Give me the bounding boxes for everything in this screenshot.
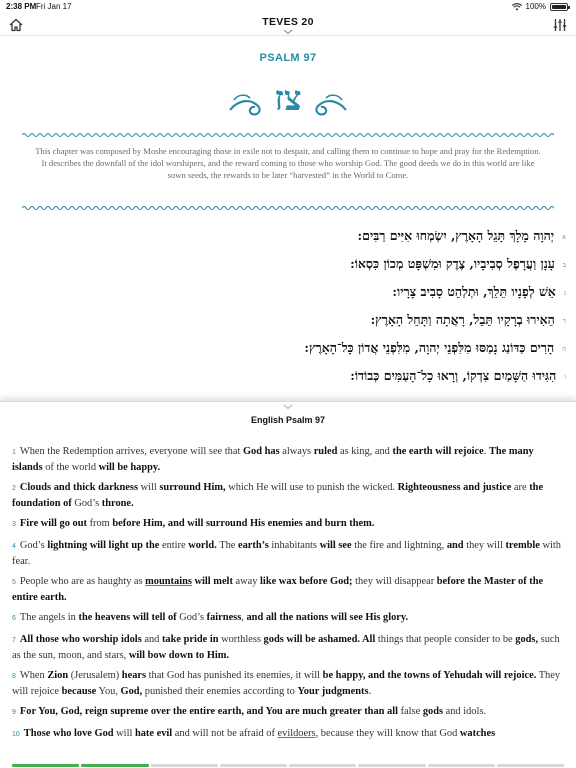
wifi-icon (512, 3, 522, 11)
psalm-header: PSALM 97 (259, 52, 317, 64)
verse-number: 9 (12, 709, 16, 716)
battery-icon (550, 3, 568, 11)
verse-number: ה (562, 344, 566, 353)
english-verse[interactable]: 3 Fire will go out from before Him, and will surround His enemies and burn them. (12, 518, 375, 529)
battery-percent: 100% (525, 2, 546, 11)
reading-progress (0, 764, 576, 768)
verse-number: 8 (12, 673, 16, 680)
wave-divider (22, 132, 554, 138)
page-title[interactable]: TEVES 20 (262, 16, 314, 28)
verse-number: 6 (12, 615, 16, 622)
verse-number: 10 (12, 731, 20, 738)
wave-divider (22, 205, 554, 211)
verse-text: הָרִים כַּדּוֹנַג נָמַסּוּ מִלִּפְנֵי יְהוָה, מִלִּפְנֵי אֲדוֹן כָּל־הָאָרֶץ: (304, 340, 555, 355)
verse-number: ב (562, 260, 566, 269)
verse-number: 7 (12, 637, 16, 644)
hebrew-verse[interactable] (304, 340, 566, 356)
progress-segment (151, 764, 218, 767)
status-bar (0, 0, 576, 14)
english-verse[interactable]: 1 When the Redemption arrives, everyone will see that God has always ruled as king, and the earth will rejoice. The many islands of the world will be happy. (12, 446, 534, 473)
status-time: 2:38 PM (6, 2, 37, 11)
progress-segment (289, 764, 356, 767)
psalm-number-ornament (228, 70, 348, 118)
verse-text: עָנָן וַעֲרָפֶל סְבִיבָיו, צֶדֶק וּמִשְׁפָּט מְכוֹן כִּסְאוֹ: (350, 256, 555, 271)
verse-number: 3 (12, 521, 16, 528)
english-verse[interactable]: 7 All those who worship idols and take pride in worthless gods will be ashamed. All things that people consider to be gods, such as the sun, moon, and stars, will bow down to Him. (12, 634, 560, 661)
verse-number: ו (564, 372, 566, 381)
sliders-icon[interactable] (552, 17, 568, 33)
english-verse[interactable]: 8 When Zion (Jerusalem) hears that God has punished its enemies, it will be happy, and the towns of Yehudah will rejoice. They will rejoice because You, God, punished their enemies according to Your judgments. (12, 670, 561, 697)
psalm-hebrew-number: צז (274, 79, 302, 118)
progress-segment (497, 764, 564, 767)
progress-segment (12, 764, 79, 767)
english-verse[interactable]: 5 People who are as haughty as mountains will melt away like wax before God; they will disappear before the Master of the entire earth. (12, 576, 544, 603)
verse-number: 1 (12, 449, 16, 456)
hebrew-verse[interactable] (371, 312, 566, 328)
verse-text: יְהוָה מָלָךְ תָּגֵל הָאָרֶץ, יִשְׂמְחוּ אִיִּים רַבִּים: (357, 228, 555, 243)
translation-panel[interactable] (0, 401, 576, 768)
status-right (512, 2, 568, 11)
progress-segment (428, 764, 495, 767)
hebrew-verse[interactable] (350, 368, 566, 384)
progress-segment (220, 764, 287, 767)
verse-number: 4 (12, 543, 16, 550)
verse-number: 2 (12, 485, 16, 492)
nav-bar (0, 14, 576, 36)
english-verse[interactable]: 2 Clouds and thick darkness will surround Him, which He will use to punish the wicked. Righteousness and justice are the foundation of God’s throne. (12, 482, 544, 509)
verse-text: אֵשׁ לְפָנָיו תֵּלֵךְ, וּתְלַהֵט סָבִיב צָרָיו: (392, 284, 556, 299)
chevron-down-icon[interactable] (282, 404, 294, 410)
verse-text: הִגִּידוּ הַשָּׁמַיִם צִדְקוֹ, וְרָאוּ כָל־הָעַמִּים כְּבוֹדוֹ: (350, 368, 557, 383)
english-verse[interactable]: 4 God’s lightning will light up the entire world. The earth’s inhabitants will see the fire and lightning, and they will tremble with fear. (12, 540, 561, 567)
english-verse[interactable]: 10 Those who love God will hate evil and will not be afraid of evildoers, because they will know that God watches (12, 728, 496, 739)
verse-text: הֵאִירוּ בְרָקָיו תֵּבֵל, רָאֲתָה וַתָּחֵל הָאָרֶץ: (370, 312, 555, 327)
hebrew-verse[interactable] (358, 228, 566, 244)
english-verse[interactable]: 9 For You, God, reign supreme over the entire earth, and You are much greater than all false gods and idols. (12, 706, 487, 717)
verse-number: א (562, 232, 566, 241)
hebrew-verse[interactable] (350, 256, 566, 272)
panel-title: English Psalm 97 (250, 415, 326, 425)
progress-segment (358, 764, 425, 767)
english-verse[interactable]: 6 The angels in the heavens will tell of God’s fairness, and all the nations will see His glory. (12, 612, 409, 623)
verse-number: ג (563, 288, 566, 297)
chapter-intro: This chapter was composed by Moshe encouraging those in exile not to despair, and calling them to continue to hope and pray for the Redemption. It describes the downfall of the idol worshipers, and the reward coming to those who worship God. The good deeds we do in this world are like sown seeds, the rewards to be later “harvested” in the World to Come. (35, 146, 541, 180)
verse-number: 5 (12, 579, 16, 586)
verse-number: ד (562, 316, 566, 325)
status-date: Fri Jan 17 (36, 2, 72, 11)
chevron-down-icon[interactable] (282, 29, 294, 35)
hebrew-verse[interactable] (392, 284, 566, 300)
progress-segment (81, 764, 148, 767)
